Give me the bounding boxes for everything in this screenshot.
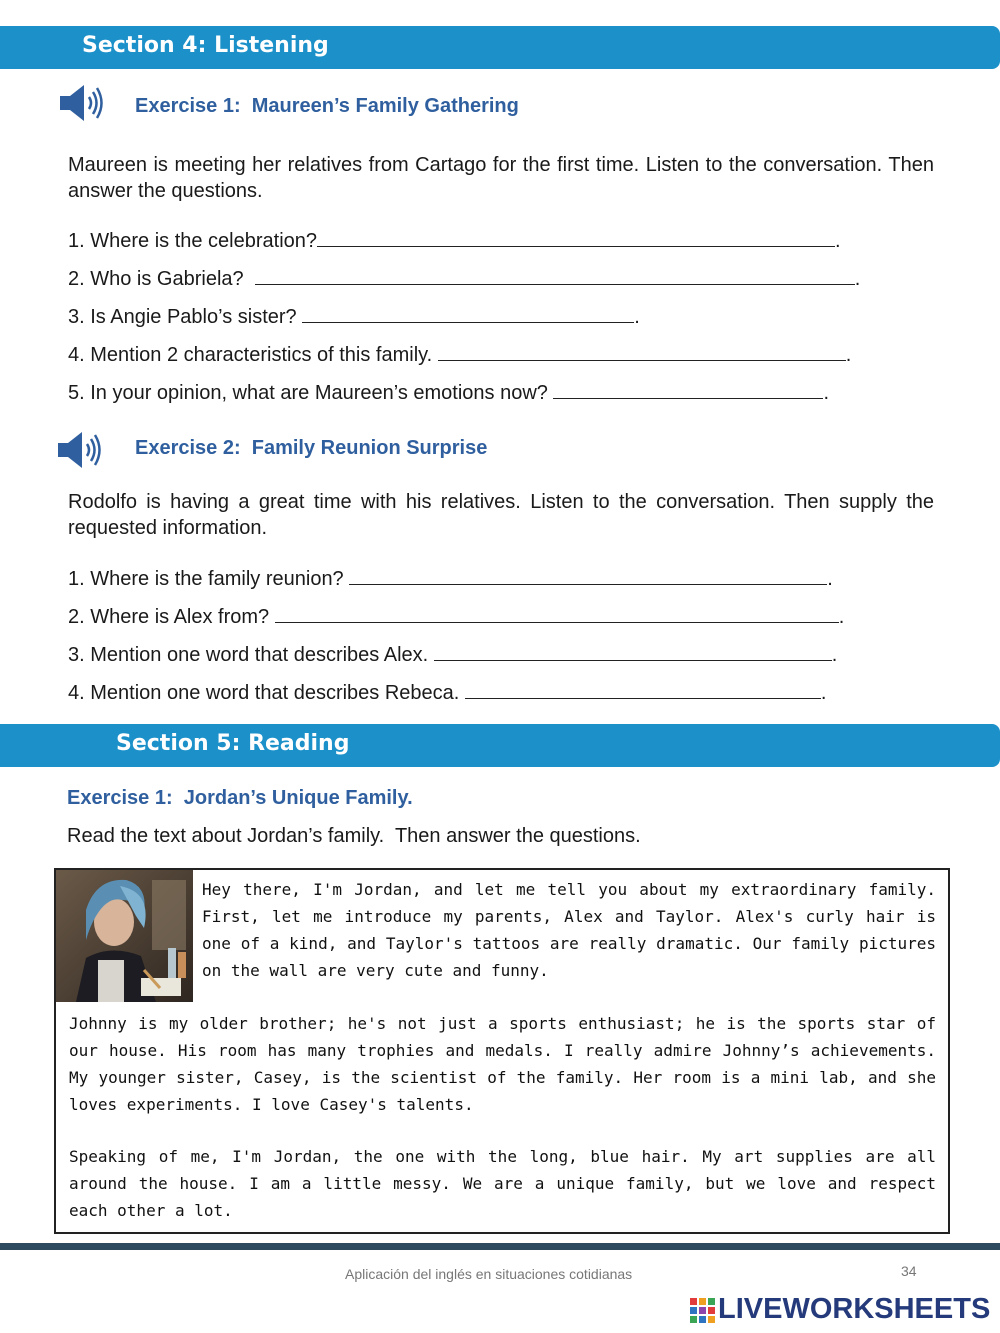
- exercise-1-title: Exercise 1: Maureen’s Family Gathering: [135, 95, 519, 117]
- section-4-banner: [0, 26, 1000, 69]
- section-5-title: Section 5: Reading: [116, 731, 350, 756]
- speaker-icon[interactable]: [58, 83, 106, 123]
- section-5-banner: [0, 724, 1000, 767]
- answer-blank[interactable]: [302, 304, 634, 323]
- section-4-title: Section 4: Listening: [82, 33, 329, 58]
- answer-blank[interactable]: [465, 680, 821, 699]
- question-item: 1. Where is the family reunion? .: [68, 568, 833, 590]
- reading-paragraph: Hey there, I'm Jordan, and let me tell you about my extraordinary family. First, let me introduce my parents, Alex and Taylor. Alex's curly hair is one of a kind, and Taylor's tattoos are really dramatic. Our family pictures on the wall are very cute and funny.: [202, 880, 936, 980]
- liveworksheets-logo[interactable]: [690, 1293, 990, 1327]
- reading-exercise-title: Exercise 1: Jordan’s Unique Family.: [67, 787, 413, 809]
- answer-blank[interactable]: [317, 228, 835, 247]
- question-item: 3. Mention one word that describes Alex. .: [68, 644, 838, 666]
- question-item: 5. In your opinion, what are Maureen’s emotions now? .: [68, 382, 830, 404]
- footer-text: Aplicación del inglés en situaciones cotidianas: [345, 1266, 633, 1282]
- page-number: 34: [901, 1263, 917, 1279]
- exercise-2-instructions: Rodolfo is having a great time with his relatives. Listen to the conversation. Then supply the requested information.: [68, 491, 934, 539]
- answer-blank[interactable]: [434, 642, 832, 661]
- question-item: 3. Is Angie Pablo’s sister? .: [68, 306, 640, 328]
- speaker-icon[interactable]: [56, 430, 104, 470]
- answer-blank[interactable]: [255, 266, 855, 285]
- reading-paragraph: Speaking of me, I'm Jordan, the one with the long, blue hair. My art supplies are all around the house. I am a little messy. We are a unique family, but we love and respect each other a lot.: [69, 1147, 936, 1220]
- footer-rule: [0, 1243, 1000, 1250]
- question-item: 2. Who is Gabriela? .: [68, 268, 861, 290]
- reading-text-box: [54, 868, 950, 1234]
- answer-blank[interactable]: [275, 604, 839, 623]
- answer-blank[interactable]: [553, 380, 823, 399]
- exercise-2-title: Exercise 2: Family Reunion Surprise: [135, 437, 488, 459]
- answer-blank[interactable]: [438, 342, 846, 361]
- question-item: 2. Where is Alex from? .: [68, 606, 845, 628]
- reading-instructions: Read the text about Jordan’s family. Then answer the questions.: [67, 825, 641, 847]
- question-item: 4. Mention 2 characteristics of this family. .: [68, 344, 852, 366]
- question-item: 1. Where is the celebration? .: [68, 230, 841, 252]
- answer-blank[interactable]: [349, 566, 827, 585]
- liveworksheets-brand: LIVEWORKSHEETS: [718, 1293, 991, 1325]
- exercise-1-instructions: Maureen is meeting her relatives from Cartago for the first time. Listen to the conversation. Then answer the questions.: [68, 154, 934, 202]
- reading-paragraph: Johnny is my older brother; he's not just a sports enthusiast; he is the sports star of our house. His room has many trophies and medals. I really admire Johnny’s achievements. My younger sister, Casey, is the scientist of the family. Her room is a mini lab, and she loves experiments. I love Casey's talents.: [69, 1014, 936, 1114]
- jordan-photo: [56, 870, 193, 1002]
- liveworksheets-grid-icon: [690, 1298, 716, 1324]
- question-item: 4. Mention one word that describes Rebeca. .: [68, 682, 827, 704]
